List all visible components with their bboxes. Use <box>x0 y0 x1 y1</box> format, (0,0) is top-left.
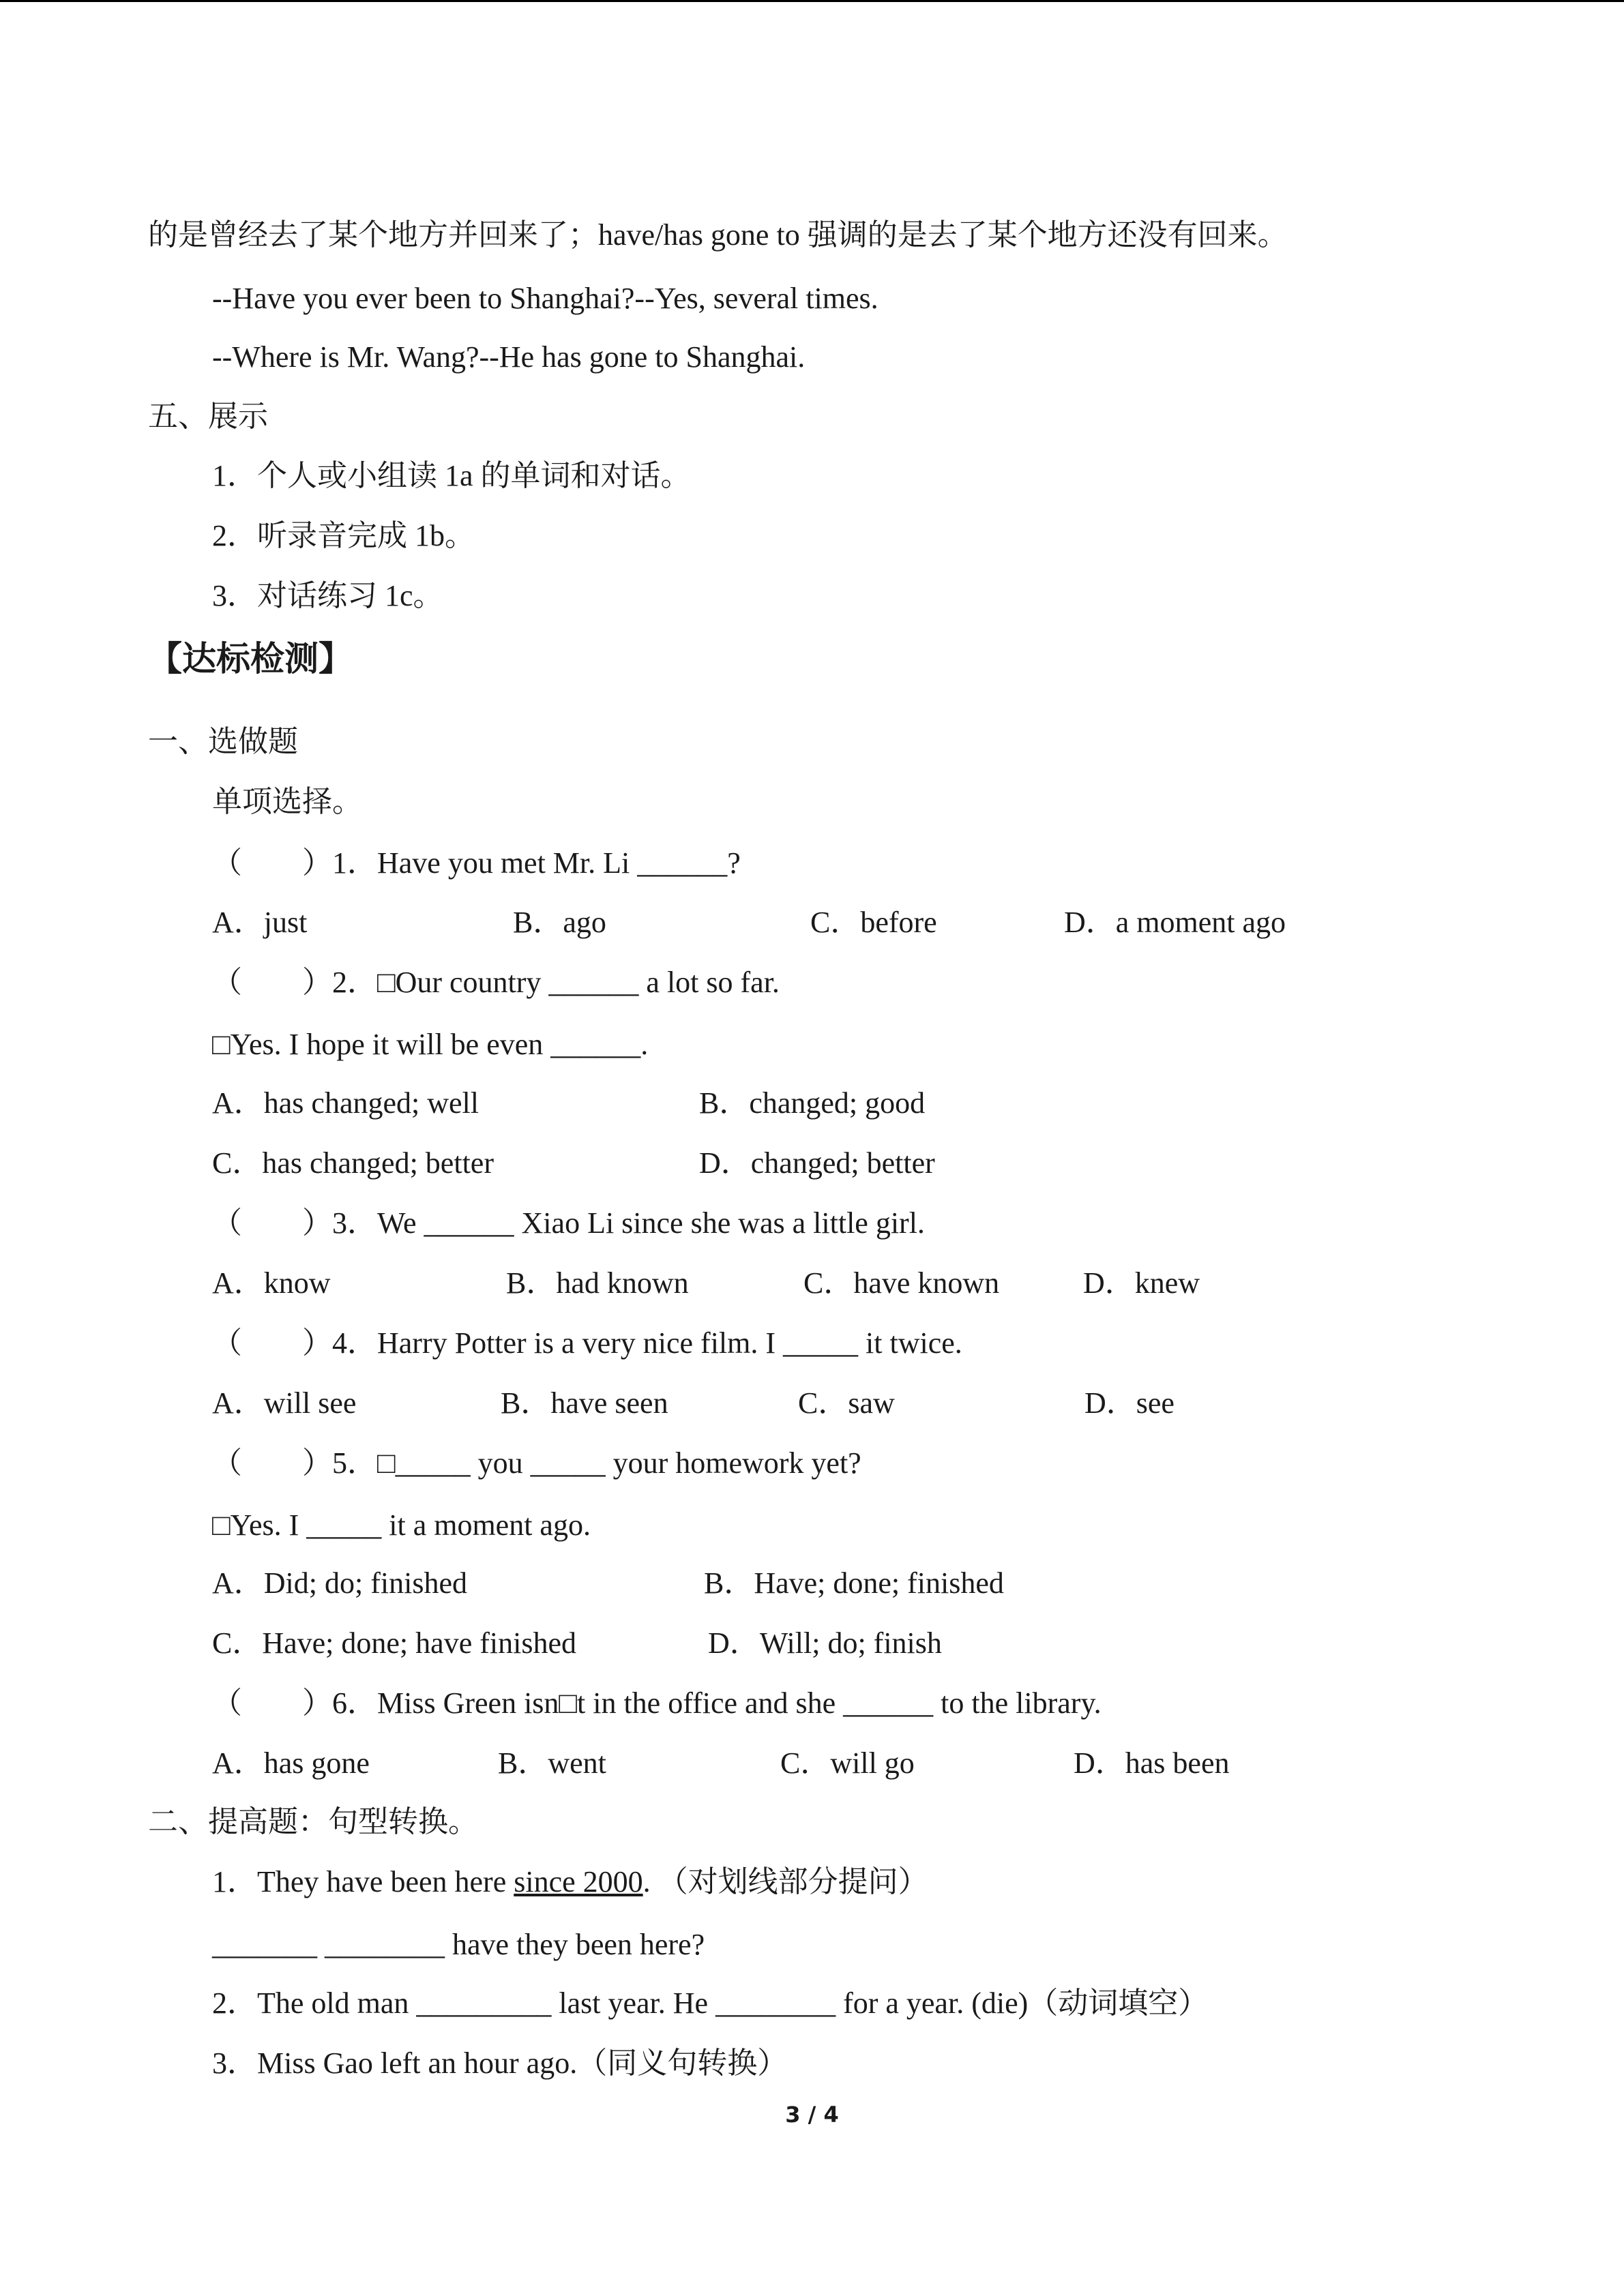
section-heading: 【达标检测】 <box>148 639 353 679</box>
section-5-item: 3．对话练习 1c。 <box>212 579 443 612</box>
example-sentence-2: --Where is Mr. Wang?--He has gone to Shanghai. <box>212 340 806 374</box>
question-1-option-b: B．ago <box>513 906 606 939</box>
question-3-stem: （ ）3．We ______ Xiao Li since she was a little girl. <box>212 1206 925 1240</box>
question-6-stem: （ ）6．Miss Green isn□t in the office and she ______ to the library. <box>212 1686 1102 1720</box>
transform-2: 2．The old man _________ last year. He ________ for a year. (die)（动词填空） <box>212 1986 1209 2020</box>
question-2-option-b: B．changed; good <box>699 1086 926 1120</box>
section-5-title: 五、展示 <box>148 400 268 433</box>
question-6-option-b: B．went <box>498 1746 606 1780</box>
question-4-option-b: B．have seen <box>501 1386 668 1420</box>
part-1-subtitle: 单项选择。 <box>212 785 362 818</box>
question-4-option-d: D．see <box>1084 1386 1175 1420</box>
question-3-option-d: D．knew <box>1083 1266 1200 1300</box>
transform-1 <box>212 1862 928 1903</box>
question-3-option-c: C．have known <box>803 1266 1000 1300</box>
part-1-title: 一、选做题 <box>148 725 298 758</box>
question-5-stem-reply: □Yes. I _____ it a moment ago. <box>212 1508 591 1542</box>
question-1-stem: （ ）1．Have you met Mr. Li ______? <box>212 846 741 880</box>
question-3-option-b: B．had known <box>506 1266 689 1300</box>
transform-1-answer-line: _______ ________ have they been here? <box>212 1928 705 1961</box>
intro-line: 的是曾经去了某个地方并回来了；have/has gone to 强调的是去了某个地方还没有回来。 <box>148 218 1288 252</box>
question-1-option-d: D．a moment ago <box>1064 906 1286 939</box>
question-2-stem-reply: □Yes. I hope it will be even ______. <box>212 1028 649 1061</box>
question-6-option-d: D．has been <box>1074 1746 1230 1780</box>
question-2-stem: （ ）2．□Our country ______ a lot so far. <box>212 966 780 999</box>
transform-1-suffix: . （对划线部分提问） <box>643 1865 928 1898</box>
section-5-item: 2．听录音完成 1b。 <box>212 519 475 552</box>
section-5-item: 1．个人或小组读 1a 的单词和对话。 <box>212 459 691 492</box>
question-1-option-a: A．just <box>212 906 308 939</box>
page-number: 3 / 4 <box>785 2102 839 2128</box>
question-5-option-c: C．Have; done; have finished <box>212 1626 576 1660</box>
question-2-option-d: D．changed; better <box>699 1146 935 1180</box>
question-2-option-a: A．has changed; well <box>212 1086 479 1120</box>
question-3-option-a: A．know <box>212 1266 331 1300</box>
question-4-option-c: C．saw <box>798 1386 895 1420</box>
question-4-stem: （ ）4．Harry Potter is a very nice film. I _____ it twice. <box>212 1326 962 1360</box>
question-6-option-c: C．will go <box>780 1746 915 1780</box>
question-5-option-b: B．Have; done; finished <box>704 1566 1004 1600</box>
question-5-stem: （ ）5．□_____ you _____ your homework yet? <box>212 1446 861 1480</box>
question-5-option-a: A．Did; do; finished <box>212 1566 467 1600</box>
question-5-option-d: D．Will; do; finish <box>708 1626 942 1660</box>
transform-1-underlined: since 2000 <box>514 1865 643 1898</box>
question-1-option-c: C．before <box>810 906 937 939</box>
question-2-option-c: C．has changed; better <box>212 1146 494 1180</box>
transform-1-prefix: 1．They have been here <box>212 1865 514 1898</box>
question-6-option-a: A．has gone <box>212 1746 370 1780</box>
example-sentence-1: --Have you ever been to Shanghai?--Yes, several times. <box>212 282 879 315</box>
transform-3: 3．Miss Gao left an hour ago.（同义句转换） <box>212 2046 788 2080</box>
part-2-title: 二、提高题：句型转换。 <box>148 1805 478 1838</box>
question-4-option-a: A．will see <box>212 1386 357 1420</box>
